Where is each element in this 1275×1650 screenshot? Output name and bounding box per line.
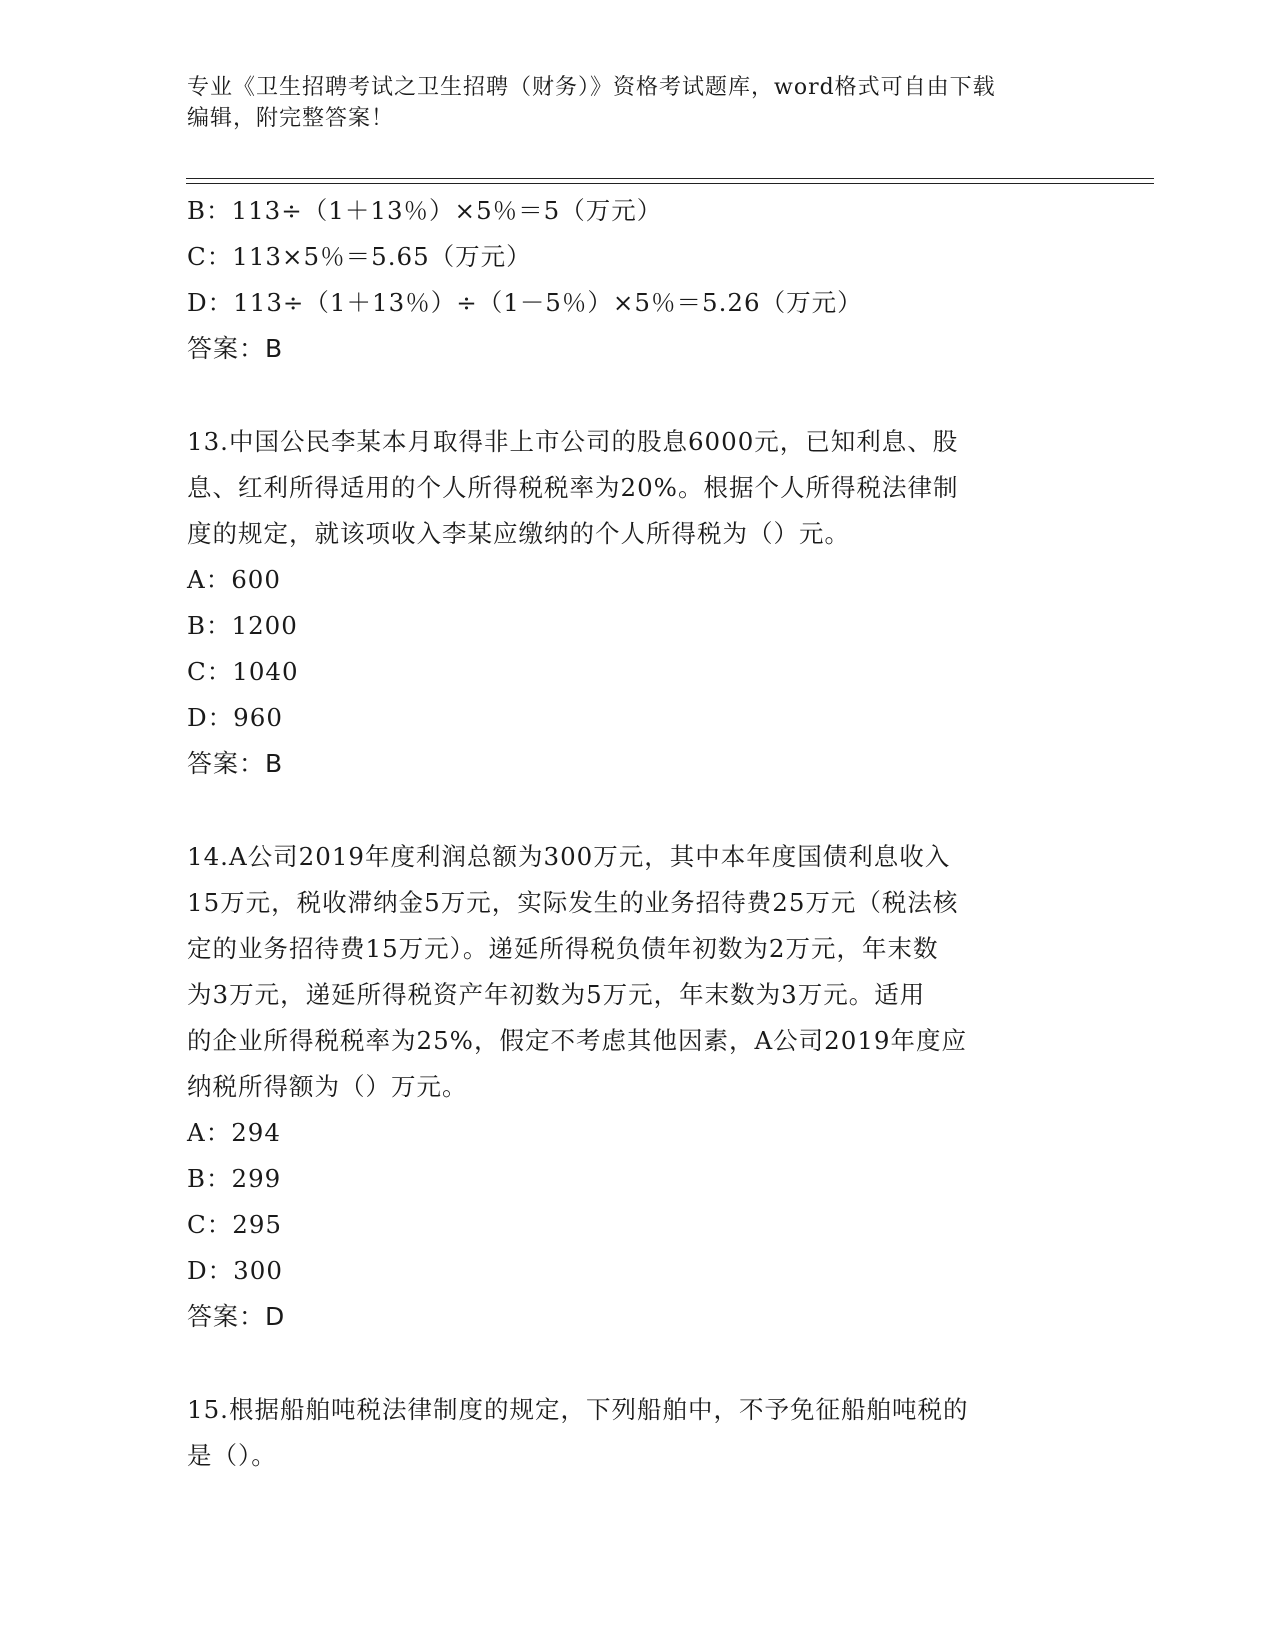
question-15 [187, 1387, 1087, 1479]
question-13-text-line: 度的规定，就该项收入李某应缴纳的个人所得税为（）元。 [187, 519, 850, 548]
question-14-text-line: 的企业所得税税率为25%，假定不考虑其他因素，A公司2019年度应 [187, 1026, 967, 1055]
question-14-text-line: 为3万元，递延所得税资产年初数为5万元，年末数为3万元。适用 [187, 980, 926, 1009]
option-d: D：960 [187, 703, 283, 732]
question-15-text-line: 是（）。 [187, 1441, 277, 1470]
answer-label: 答案：B [187, 334, 284, 363]
document-header [187, 72, 1087, 134]
option-c: C：295 [187, 1210, 283, 1239]
header-divider-top [186, 178, 1154, 179]
header-line-1: 专业《卫生招聘考试之卫生招聘（财务）》资格考试题库，word格式可自由下载 [187, 75, 996, 100]
option-b: B：1200 [187, 611, 298, 640]
question-14-text-line: 纳税所得额为（）万元。 [187, 1072, 468, 1101]
question-14-text-line: 14.A公司2019年度利润总额为300万元，其中本年度国债利息收入 [187, 842, 951, 871]
option-c: C：1040 [187, 657, 299, 686]
answer-label: 答案：D [187, 1302, 286, 1331]
option-a: A：600 [187, 565, 281, 594]
option-b: B：113÷（1＋13％）×5％＝5（万元） [187, 196, 663, 225]
option-c: C：113×5％＝5.65（万元） [187, 242, 532, 271]
question-13 [187, 419, 1087, 787]
answer-label: 答案：B [187, 749, 284, 778]
option-a: A：294 [187, 1118, 281, 1147]
question-14-text-line: 15万元，税收滞纳金5万元，实际发生的业务招待费25万元（税法核 [187, 888, 959, 917]
header-line-2: 编辑，附完整答案！ [187, 106, 395, 131]
question-13-text-line: 息、红利所得适用的个人所得税税率为20%。根据个人所得税法律制 [187, 473, 959, 502]
option-d: D：113÷（1＋13％）÷（1－5％）×5％＝5.26（万元） [187, 288, 863, 317]
option-d: D：300 [187, 1256, 283, 1285]
option-b: B：299 [187, 1164, 282, 1193]
question-15-text-line: 15.根据船舶吨税法律制度的规定，下列船舶中，不予免征船舶吨税的 [187, 1395, 969, 1424]
prev-question-block [187, 188, 1087, 372]
question-13-text-line: 13.中国公民李某本月取得非上市公司的股息6000元，已知利息、股 [187, 427, 959, 456]
question-14-text-line: 定的业务招待费15万元）。递延所得税负债年初数为2万元，年末数 [187, 934, 939, 963]
header-divider-bottom [186, 183, 1154, 184]
question-14 [187, 834, 1087, 1340]
question-content [187, 188, 1087, 1479]
